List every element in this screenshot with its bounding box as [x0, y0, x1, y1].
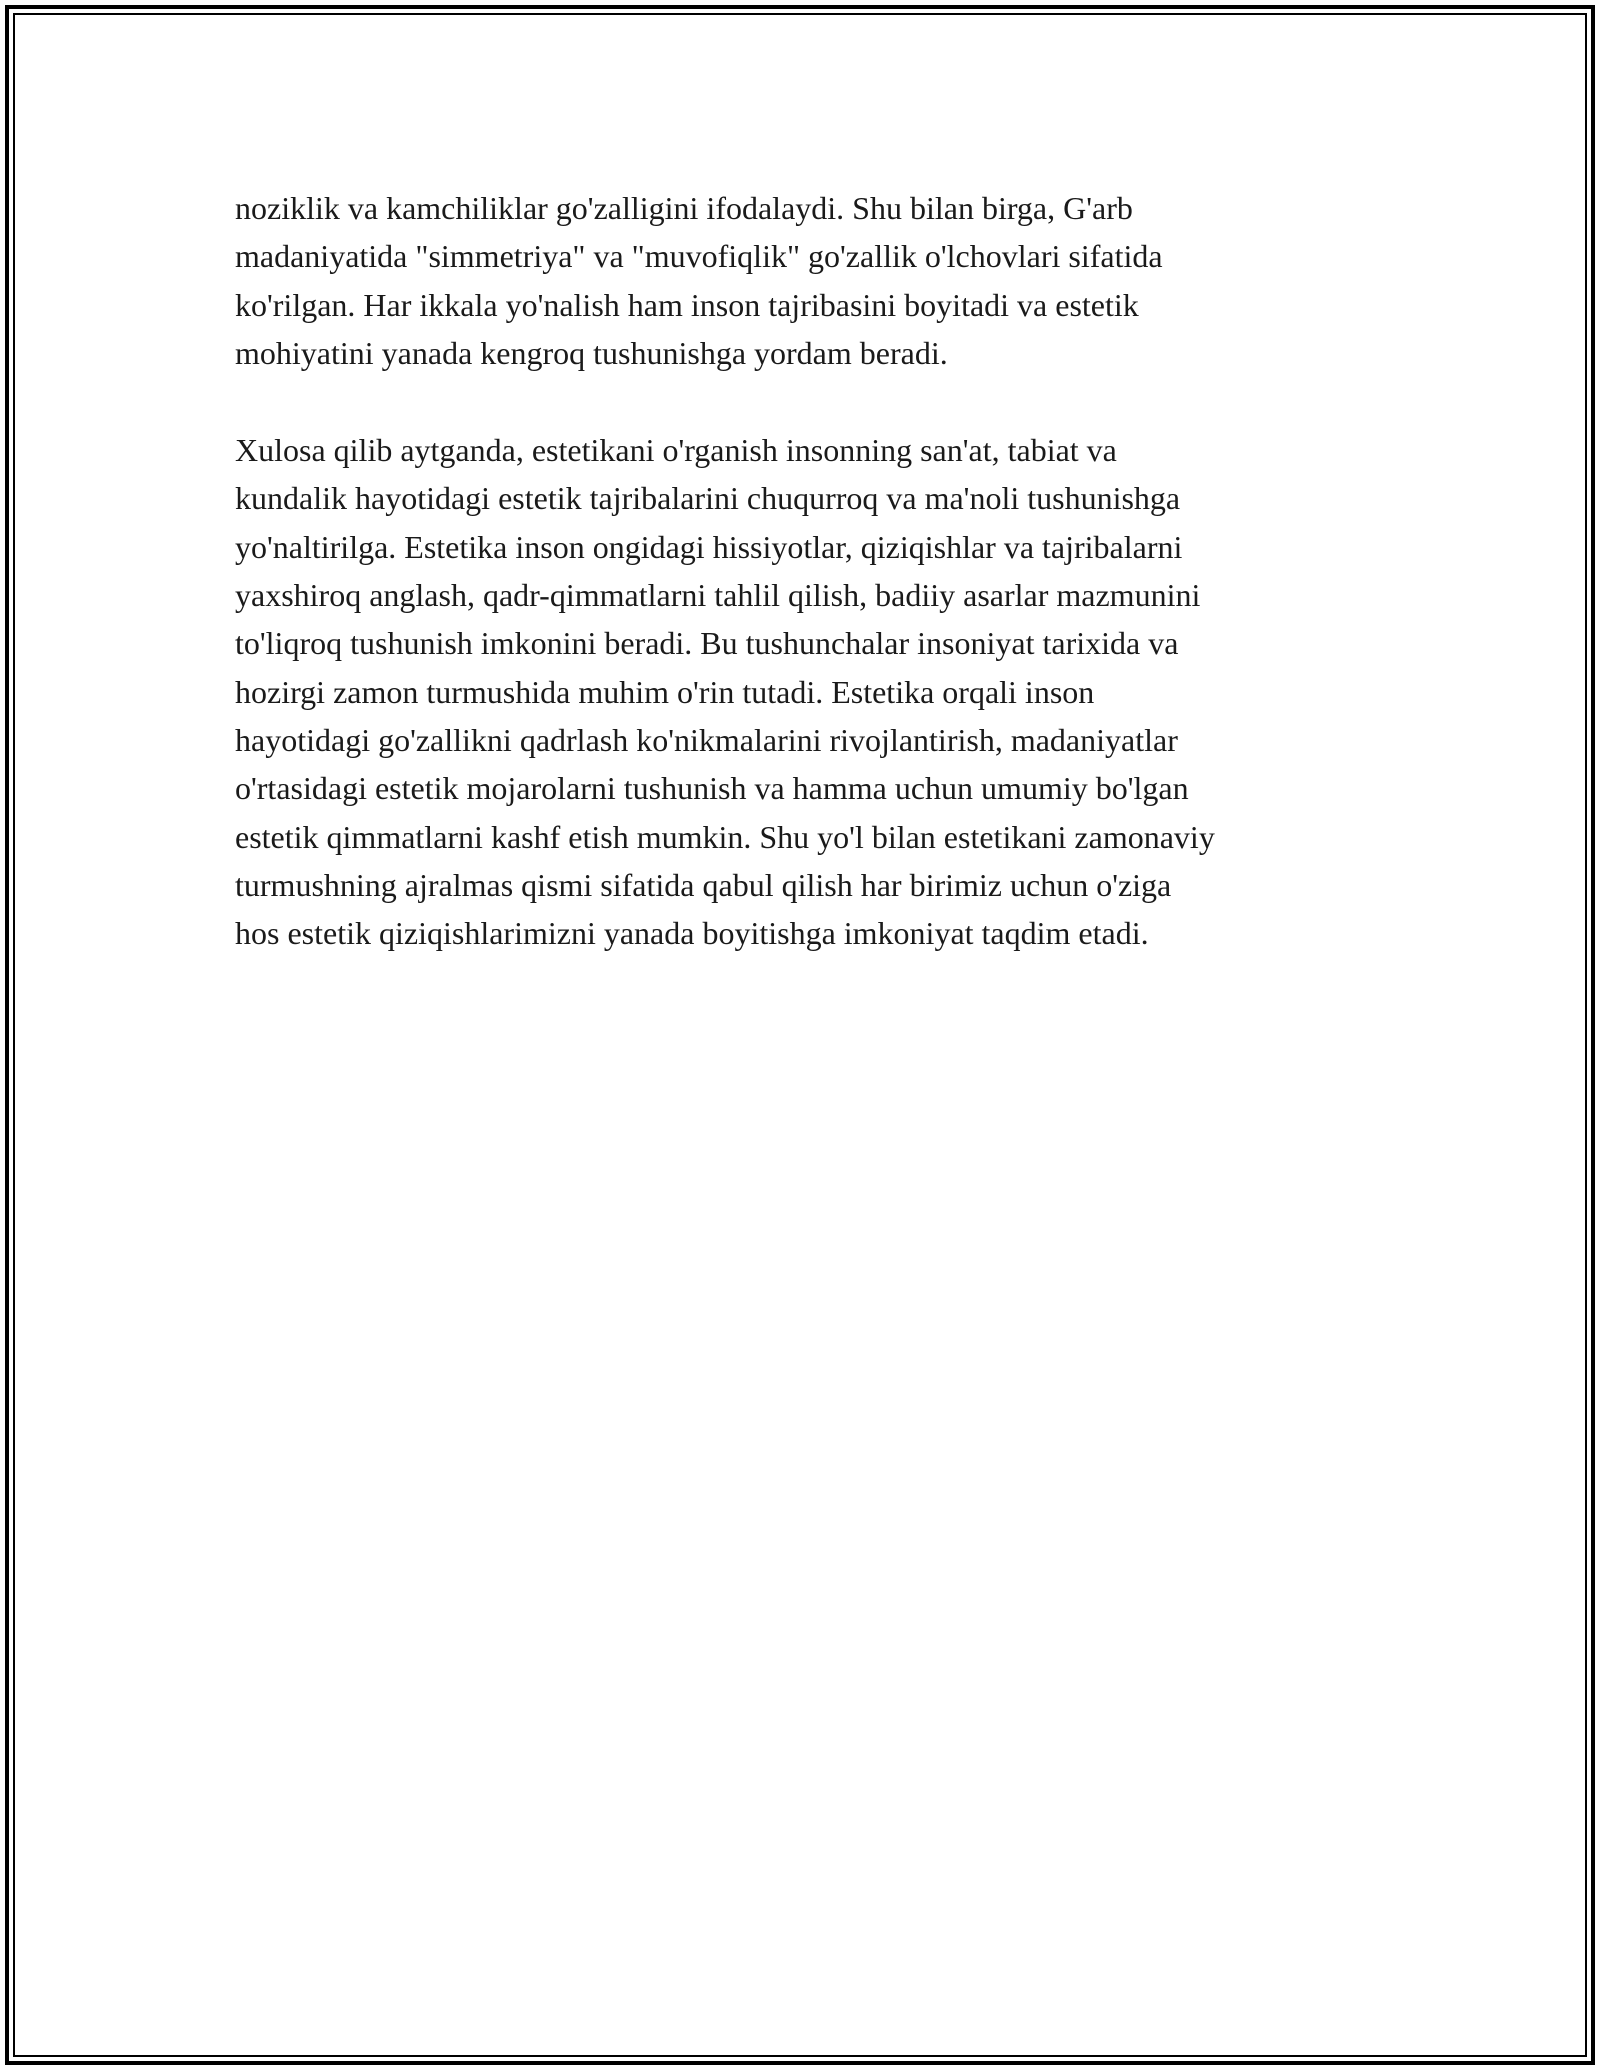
text-line: estetik qimmatlarni kashf etish mumkin. Shu yo'l bilan estetikani zamonaviy: [235, 818, 1215, 855]
text-line: noziklik va kamchiliklar go'zalligini ifodalaydi. Shu bilan birga, G'arb: [235, 190, 1133, 226]
text-line: turmushning ajralmas qismi sifatida qabul qilish har birimiz uchun o'ziga: [235, 866, 1172, 903]
text-line: kundalik hayotidagi estetik tajribalarini chuqurroq va ma'noli tushunishga: [235, 480, 1181, 517]
text-line: yo'naltirilga. Estetika inson ongidagi hissiyotlar, qiziqishlar va tajribalarni: [235, 528, 1183, 565]
text-line: yaxshiroq anglash, qadr-qimmatlarni tahlil qilish, badiiy asarlar mazmunini: [235, 577, 1201, 614]
paragraph-2: [235, 426, 1385, 957]
text-line: mohiyatini yanada kengroq tushunishga yordam beradi.: [235, 334, 948, 371]
paragraph-1: [235, 184, 1385, 377]
text-line: to'liqroq tushunish imkonini beradi. Bu tushunchalar insoniyat tarixida va: [235, 625, 1179, 662]
text-line: ko'rilgan. Har ikkala yo'nalish ham inson tajribasini boyitadi va estetik: [235, 286, 1139, 323]
text-line: hozirgi zamon turmushida muhim o'rin tutadi. Estetika orqali inson: [235, 673, 1095, 710]
text-line: hos estetik qiziqishlarimizni yanada boyitishga imkoniyat taqdim etadi.: [235, 915, 1149, 952]
text-line: o'rtasidagi estetik mojarolarni tushunish va hamma uchun umumiy bo'lgan: [235, 770, 1189, 807]
document-body: [235, 184, 1385, 1006]
text-line: madaniyatida "simmetriya" va "muvofiqlik" go'zallik o'lchovlari sifatida: [235, 238, 1163, 275]
text-line: Xulosa qilib aytganda, estetikani o'rganish insonning san'at, tabiat va: [235, 432, 1117, 469]
text-line: hayotidagi go'zallikni qadrlash ko'nikmalarini rivojlantirish, madaniyatlar: [235, 721, 1178, 758]
